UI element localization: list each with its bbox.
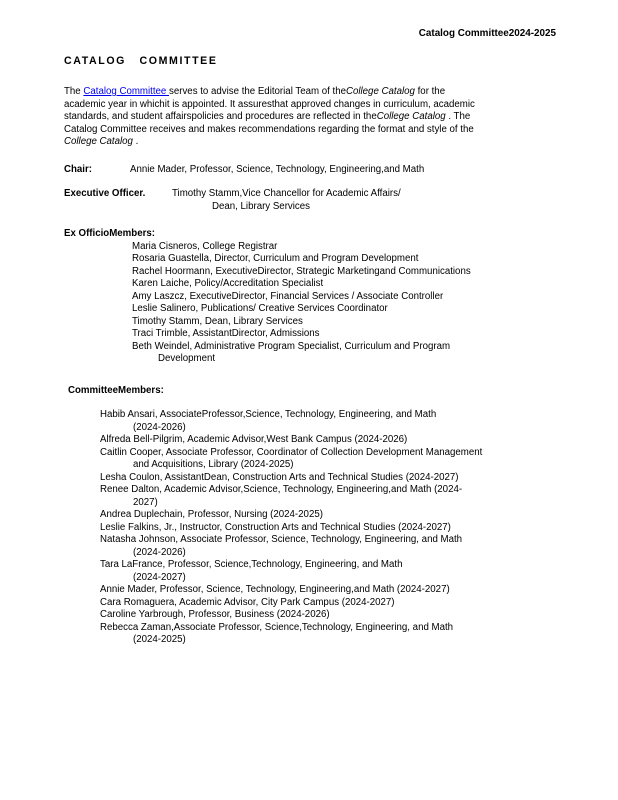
committee-member-wrap: (2024-2026) [133, 421, 186, 433]
page-header [0, 0, 556, 41]
committee-member-wrap: 2027) [133, 496, 158, 508]
committee-member: Annie Mader, Professor, Science, Technology, Engineering,and Math (2024-2027) [100, 584, 450, 595]
committee-member-wrap: (2024-2027) [133, 571, 186, 583]
intro-line-5 [64, 136, 560, 149]
chair-value: Annie Mader, Professor, Science, Technology, Engineering,and Math [130, 163, 425, 175]
ex-officio-member: Amy Laszcz, ExecutiveDirector, Financial Services / Associate Controller [132, 290, 444, 302]
intro-text: The [64, 86, 84, 97]
catalog-committee-link[interactable]: Catalog Committee [83, 86, 169, 97]
ex-officio-member: Timothy Stamm, Dean, Library Services [132, 315, 303, 327]
intro-paragraph [64, 86, 560, 149]
committee-member: Andrea Duplechain, Professor, Nursing (2024-2025) [100, 509, 323, 520]
ex-officio-list [132, 241, 618, 366]
ex-officio-member: Beth Weindel, Administrative Program Specialist, Curriculum and Program [132, 340, 451, 352]
executive-officer-row [64, 188, 618, 213]
committee-member-wrap: and Acquisitions, Library (2024-2025) [133, 459, 294, 470]
executive-officer-label: Executive Officer. [64, 188, 146, 199]
committee-member-wrap: (2024-2025) [133, 634, 186, 645]
committee-member-wrap: (2024-2026) [133, 546, 186, 558]
executive-officer-line1: Timothy Stamm,Vice Chancellor for Academic Affairs/ [172, 188, 401, 199]
header-right-text: Catalog Committee2024-2025 [418, 28, 556, 39]
committee-member: Cara Romaguera, Academic Advisor, City Park Campus (2024-2027) [100, 596, 395, 608]
intro-line-1 [64, 86, 560, 99]
ex-officio-member: Karen Laiche, Policy/Accreditation Specialist [132, 278, 324, 289]
ex-officio-member: Traci Trimble, AssistantDirector, Admissions [132, 328, 320, 339]
page-title: CATALOG COMMITTEE [64, 54, 218, 67]
ex-officio-member-wrap: Development [158, 353, 216, 364]
intro-line-3 [64, 111, 560, 124]
college-catalog-italic: College Catalog [376, 111, 446, 122]
intro-line-4: Catalog Committee receives and makes recommendations regarding the format and style of the [64, 123, 474, 135]
committee-member: Caitlin Cooper, Associate Professor, Coordinator of Collection Development Management [100, 446, 483, 458]
executive-officer-line2: Dean, Library Services [212, 200, 310, 212]
intro-line-2: academic year in whichit is appointed. It assuresthat approved changes in curriculum, academic [64, 98, 475, 110]
committee-member: Tara LaFrance, Professor, Science,Technology, Engineering, and Math [100, 559, 403, 570]
ex-officio-member: Maria Cisneros, College Registrar [132, 240, 278, 252]
committee-member: Caroline Yarbrough, Professor, Business (2024-2026) [100, 609, 330, 620]
intro-text: for the [414, 86, 446, 97]
committee-heading: CommitteeMembers: [68, 384, 164, 396]
chair-row [64, 164, 618, 177]
ex-officio-heading: Ex OfficioMembers: [64, 228, 155, 239]
intro-text: standards, and student affairspolicies and procedures are reflected in the [64, 111, 377, 122]
intro-text: serves to advise the Editorial Team of the [169, 86, 346, 97]
chair-label: Chair: [64, 163, 92, 175]
committee-member: Renee Dalton, Academic Advisor,Science, Technology, Engineering,and Math (2024- [100, 484, 463, 495]
ex-officio-member: Rachel Hoormann, ExecutiveDirector, Strategic Marketingand Communications [132, 265, 471, 277]
college-catalog-italic: College Catalog [345, 86, 415, 97]
intro-text: . The [445, 111, 471, 122]
committee-member: Leslie Falkins, Jr., Instructor, Construction Arts and Technical Studies (2024-2027) [100, 521, 451, 533]
college-catalog-italic: College Catalog [64, 136, 133, 147]
intro-text: . [132, 136, 139, 147]
ex-officio-member: Rosaria Guastella, Director, Curriculum and Program Development [132, 253, 419, 264]
committee-member: Alfreda Bell-Pilgrim, Academic Advisor,West Bank Campus (2024-2026) [100, 434, 408, 445]
committee-member: Rebecca Zaman,Associate Professor, Science,Technology, Engineering, and Math [100, 621, 454, 633]
committee-member: Lesha Coulon, AssistantDean, Construction Arts and Technical Studies (2024-2027) [100, 471, 459, 483]
executive-officer-value [172, 188, 401, 213]
ex-officio-member: Leslie Salinero, Publications/ Creative Services Coordinator [132, 303, 388, 314]
committee-member: Natasha Johnson, Associate Professor, Science, Technology, Engineering, and Math [100, 534, 463, 545]
committee-member: Habib Ansari, AssociateProfessor,Science, Technology, Engineering, and Math [100, 409, 437, 420]
committee-list [100, 409, 618, 647]
